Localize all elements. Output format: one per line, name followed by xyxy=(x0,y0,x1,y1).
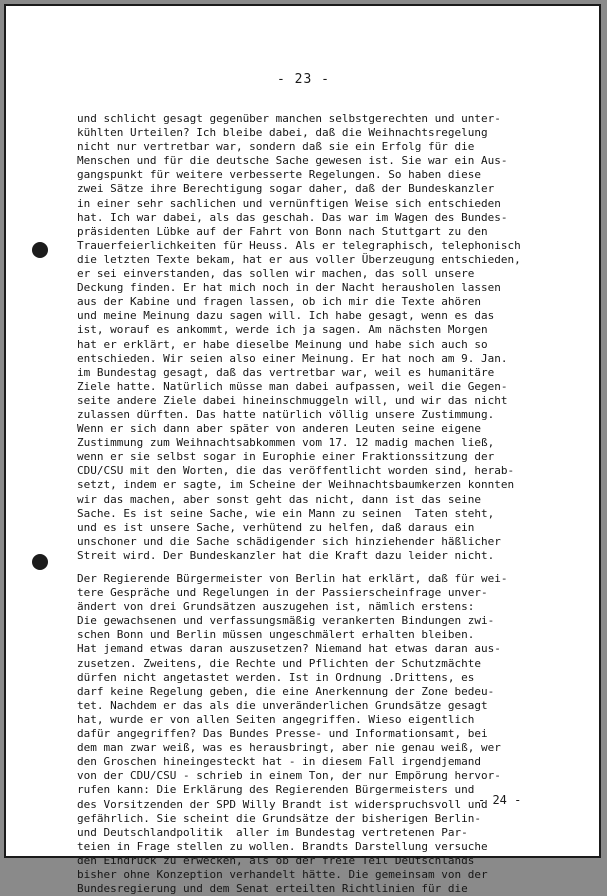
text-line: des Vorsitzenden der SPD Willy Brandt ist widerspruchsvoll und xyxy=(77,797,488,811)
text-line: wenn er sie selbst sogar in Europhie einer Fraktionssitzung der xyxy=(77,450,495,464)
text-line: entschieden. Wir seien also einer Meinung. Er hat noch am 9. Jan. xyxy=(77,351,508,365)
text-line: den Groschen hineingesteckt hat - in diesem Fall irgendjemand xyxy=(77,755,481,769)
text-line: Zustimmung zum Weihnachtsabkommen vom 17. 12 madig machen ließ, xyxy=(77,436,495,450)
text-line: zulassen dürften. Das hatte natürlich völlig unsere Zustimmung. xyxy=(77,407,495,421)
text-line: hat er erklärt, er habe dieselbe Meinung und habe sich auch so xyxy=(77,337,488,351)
text-line: und schlicht gesagt gegenüber manchen selbstgerechten und unter- xyxy=(77,112,501,125)
text-line: den Eindruck zu erwecken, als ob der freie Teil Deutschlands xyxy=(77,853,475,867)
text-line: gefährlich. Sie scheint die Grundsätze der bisherigen Berlin- xyxy=(77,811,481,825)
text-line: Ziele hatte. Natürlich müsse man dabei aufpassen, weil die Gegen- xyxy=(77,379,508,393)
text-line: präsidenten Lübke auf der Fahrt von Bonn nach Stuttgart zu den xyxy=(77,224,488,238)
text-line: tere Gespräche und Regelungen in der Passierscheinfrage unver- xyxy=(77,586,488,600)
text-line: ändert von drei Grundsätzen auszugehen ist, nämlich erstens: xyxy=(77,600,475,614)
text-line: dem man zwar weiß, was es herausbringt, aber nie genau weiß, wer xyxy=(77,741,501,755)
page-number: - 23 - xyxy=(277,72,330,87)
text-line: gangspunkt für weitere verbesserte Regelungen. So haben diese xyxy=(77,168,481,182)
text-line: Die gewachsenen und verfassungsmäßig verankerten Bindungen zwi- xyxy=(77,614,495,628)
text-line: und meine Meinung dazu sagen will. Ich habe gesagt, wenn es das xyxy=(77,309,495,323)
text-line: Streit wird. Der Bundeskanzler hat die Kraft dazu leider nicht. xyxy=(77,548,495,562)
text-line: und es ist unsere Sache, verhütend zu helfen, daß daraus ein xyxy=(77,520,475,534)
text-line: Sache. Es ist seine Sache, wie ein Mann zu seinen Taten steht, xyxy=(77,506,495,520)
text-line: dürfen nicht angetastet werden. Ist in Ordnung .Drittens, es xyxy=(77,670,475,684)
text-line: darf keine Regelung geben, die eine Anerkennung der Zone bedeu- xyxy=(77,684,495,698)
punch-hole-upper xyxy=(32,242,48,258)
text-line: von der CDU/CSU - schrieb in einem Ton, der nur Empörung hervor- xyxy=(77,769,501,783)
text-line: die letzten Texte bekam, hat er aus voller Überzeugung entschieden, xyxy=(77,252,521,266)
text-line: schen Bonn und Berlin müssen ungeschmälert erhalten bleiben. xyxy=(77,628,475,642)
text-line: in einer sehr sachlichen und vernünftigen Weise sich entschieden xyxy=(77,196,501,210)
text-line: hat, wurde er von allen Seiten angegriffen. Wieso eigentlich xyxy=(77,712,475,726)
text-line: im Bundestag gesagt, daß das vertretbar war, weil es humanitäre xyxy=(77,365,495,379)
text-line: Menschen und für die deutsche Sache gewesen ist. Sie war ein Aus- xyxy=(77,154,508,168)
text-line: seite andere Ziele dabei hineinschmuggeln will, und wir das nicht xyxy=(77,393,508,407)
text-line: CDU/CSU mit den Worten, die das veröffentlicht worden sind, herab- xyxy=(77,464,515,478)
text-line: Wenn er sich dann aber später von anderen Leuten seine eigene xyxy=(77,422,481,436)
text-line: nicht nur vertretbar war, sondern daß sie ein Erfolg für die xyxy=(77,140,475,154)
next-page-catchword: - 24 - xyxy=(478,793,522,807)
text-line: Der Regierende Bürgermeister von Berlin hat erklärt, daß für wei- xyxy=(77,572,508,585)
text-line: Trauerfeierlichkeiten für Heuss. Als er telegraphisch, telephonisch xyxy=(77,238,521,252)
text-line: aus der Kabine und fragen lassen, ob ich mir die Texte ahören xyxy=(77,295,481,309)
text-line: zusetzen. Zweitens, die Rechte und Pflichten der Schutzmächte xyxy=(77,656,481,670)
text-line: Deckung finden. Er hat mich noch in der Nacht herausholen lassen xyxy=(77,281,501,295)
text-line: Hat jemand etwas daran auszusetzen? Niemand hat etwas daran aus- xyxy=(77,642,501,656)
text-line: Bundesregierung und dem Senat erteilten Richtlinien für die xyxy=(77,882,468,896)
text-line: ist, worauf es ankommt, werde ich ja sagen. Am nächsten Morgen xyxy=(77,323,488,337)
text-line: wir das machen, aber sonst geht das nicht, dann ist das seine xyxy=(77,492,481,506)
text-line: zwei Sätze ihre Berechtigung sogar daher, daß der Bundeskanzler xyxy=(77,182,495,196)
punch-hole-lower xyxy=(32,554,48,570)
text-line: unschoner und die Sache schädigender sich hinziehender häßlicher xyxy=(77,534,501,548)
text-line: bisher ohne Konzeption verhandelt hätte. Die gemeinsam von der xyxy=(77,867,488,881)
text-line: und Deutschlandpolitik aller im Bundestag vertretenen Par- xyxy=(77,825,468,839)
text-line: dafür angegriffen? Das Bundes Presse- und Informationsamt, bei xyxy=(77,727,488,741)
text-line: tet. Nachdem er das als die unveränderlichen Grundsätze gesagt xyxy=(77,698,488,712)
text-line: teien in Frage stellen zu wollen. Brandts Darstellung versuche xyxy=(77,839,488,853)
text-line: kühlten Urteilen? Ich bleibe dabei, daß die Weihnachtsregelung xyxy=(77,126,488,140)
text-line: rufen kann: Die Erklärung des Regierenden Bürgermeisters und xyxy=(77,783,475,797)
paragraph-passierschein-principles xyxy=(77,572,547,896)
paragraph-brandt-christmas-arrangement xyxy=(77,112,547,563)
text-line: hat. Ich war dabei, als das geschah. Das war im Wagen des Bundes- xyxy=(77,210,508,224)
text-line: setzt, indem er sagte, im Scheine der Weihnachtsbaumkerzen konnten xyxy=(77,478,515,492)
text-line: er sei einverstanden, das sollen wir machen, das soll unsere xyxy=(77,267,475,281)
